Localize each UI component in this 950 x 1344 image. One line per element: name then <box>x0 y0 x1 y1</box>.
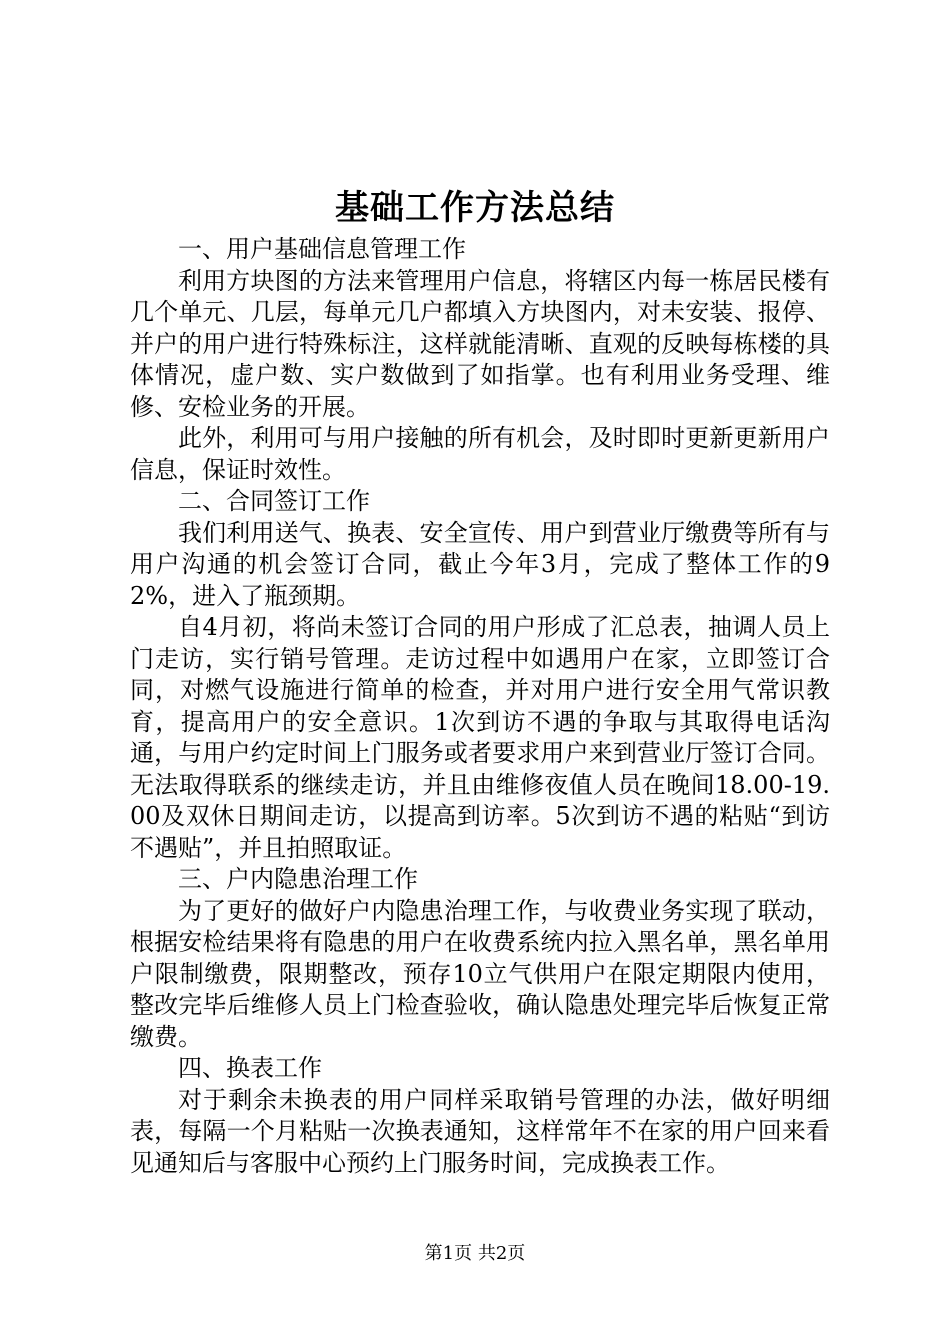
page-number-footer: 第1页 共2页 <box>424 1243 526 1264</box>
document-body <box>130 234 830 1179</box>
section-heading-2: 二、合同签订工作 <box>178 487 370 515</box>
document-title: 基础工作方法总结 <box>335 188 615 228</box>
paragraph: 为了更好的做好户内隐患治理工作，与收费业务实现了联动，根据安检结果将有隐患的用户在收费系统内拉入黑名单，黑名单用户限制缴费，限期整改，预存10立气供用户在限定期限内使用，整改完毕后维修人员上门检查验收，确认隐患处理完毕后恢复正常缴费。 <box>130 896 830 1051</box>
paragraph: 对于剩余未换表的用户同样采取销号管理的办法，做好明细表，每隔一个月粘贴一次换表通知，这样常年不在家的用户回来看见通知后与客服中心预约上门服务时间，完成换表工作。 <box>130 1085 830 1177</box>
section-heading-4: 四、换表工作 <box>178 1054 322 1082</box>
paragraph: 我们利用送气、换表、安全宣传、用户到营业厅缴费等所有与用户沟通的机会签订合同，截止今年3月，完成了整体工作的92%，进入了瓶颈期。 <box>130 518 830 610</box>
paragraph: 此外，利用可与用户接触的所有机会，及时即时更新更新用户信息，保证时效性。 <box>130 424 830 484</box>
paragraph: 自4月初，将尚未签订合同的用户形成了汇总表，抽调人员上门走访，实行销号管理。走访过程中如遇用户在家，立即签订合同，对燃气设施进行简单的检查，并对用户进行安全用气常识教育，提高用户的安全意识。1次到访不遇的争取与其取得电话沟通，与用户约定时间上门服务或者要求用户来到营业厅签订合同。无法取得联系的继续走访，并且由维修夜值人员在晚间18.00-19.00及双休日期间走访，以提高到访率。5次到访不遇的粘贴“到访不遇贴”，并且拍照取证。 <box>130 613 830 862</box>
section-heading-3: 三、户内隐患治理工作 <box>178 865 418 893</box>
paragraph: 利用方块图的方法来管理用户信息，将辖区内每一栋居民楼有几个单元、几层，每单元几户都填入方块图内，对未安装、报停、并户的用户进行特殊标注，这样就能清晰、直观的反映每栋楼的具体情况，虚户数、实户数做到了如指掌。也有利用业务受理、维修、安检业务的开展。 <box>130 266 830 421</box>
section-heading-1: 一、用户基础信息管理工作 <box>178 235 466 263</box>
